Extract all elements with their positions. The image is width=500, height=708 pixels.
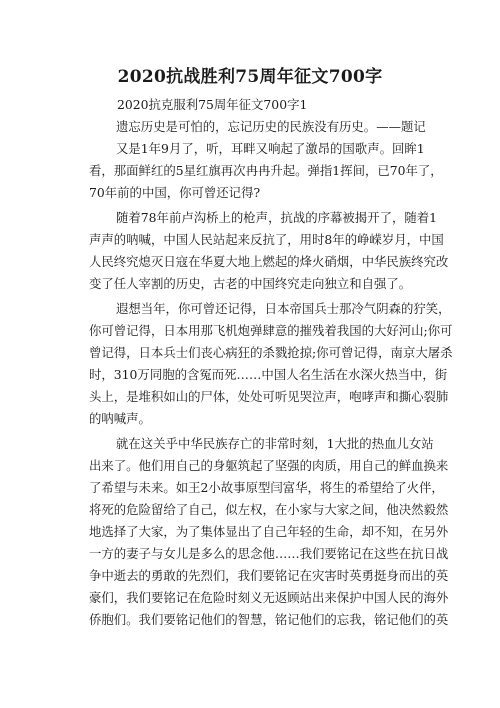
paragraph-line: 随着78年前卢沟桥上的枪声，抗战的序幕被揭开了，随着1	[116, 210, 438, 225]
paragraph-line: 的呐喊声。	[89, 411, 151, 426]
paragraph-line: 争中逝去的勇敢的先烈们，我们要铭记在灾害时英勇挺身而出的英	[89, 568, 449, 583]
page-title: 2020抗战胜利75周年征文700字	[117, 67, 383, 87]
paragraph-line: 地选择了大家，为了集体显出了自己年轻的生命，却不知，在另外	[89, 524, 449, 539]
paragraph-line: 头上，是堆积如山的尸体，处处可听见哭泣声，咆哮声和撕心裂肺	[89, 389, 449, 404]
paragraph-line: 人民终究熄灭日寇在华夏大地上燃起的烽火硝烟，中华民族终究改	[89, 254, 449, 269]
paragraph-line: 了希望与未来。如王2小故事原型闫富华，将生的希望给了火伴，	[89, 480, 444, 495]
paragraph-line: 一方的妻子与女儿是多么的思念他……我们要铭记在这些在抗日战	[89, 546, 449, 561]
subtitle: 2020抗克服利75周年征文700字1	[117, 97, 308, 112]
paragraph-line: 又是1年9月了，听，耳畔又响起了激昂的国歌声。回眸1	[116, 141, 425, 156]
paragraph-line: 就在这关乎中华民族存亡的非常时刻，1大批的热血儿女站	[116, 436, 434, 451]
paragraph-line: 遗忘历史是可怕的，忘记历史的民族没有历史。——题记	[116, 119, 426, 134]
paragraph-line: 时，310万同胞的含冤而死……中国人名生活在水深火热当中，街	[89, 367, 448, 382]
paragraph-line: 豪们，我们要铭记在危险时刻义无返顾站出来保护中国人民的海外	[89, 590, 449, 605]
paragraph-line: 你可曾记得，日本用那飞机炮弹肆意的摧残着我国的大好河山;你可	[89, 323, 453, 338]
paragraph-line: 侨胞们。我们要铭记他们的智慧，铭记他们的忘我，铭记他们的英	[89, 612, 449, 627]
paragraph-line: 看，那面鲜红的5星红旗再次冉冉升起。弹指1挥间，已70年了，	[89, 163, 443, 178]
paragraph-line: 变了任人宰割的历史，古老的中国终究走向独立和自强了。	[89, 276, 412, 291]
paragraph-line: 声声的呐喊，中国人民站起来反抗了，用时8年的峥嵘岁月，中国	[89, 232, 444, 247]
paragraph-line: 遐想当年，你可曾还记得，日本帝国兵士那冷气阴森的狞笑，	[116, 301, 451, 316]
paragraph-line: 70年前的中国，你可曾还记得?	[89, 185, 261, 200]
paragraph-line: 将死的危险留给了自己，似左权，在小家与大家之间，他决然毅然	[89, 502, 449, 517]
paragraph-line: 曾记得，日本兵士们丧心病狂的杀戮抢掠;你可曾记得，南京大屠杀	[89, 345, 453, 360]
paragraph-line: 出来了。他们用自己的身躯筑起了坚强的肉质，用自己的鲜血换来	[89, 458, 449, 473]
